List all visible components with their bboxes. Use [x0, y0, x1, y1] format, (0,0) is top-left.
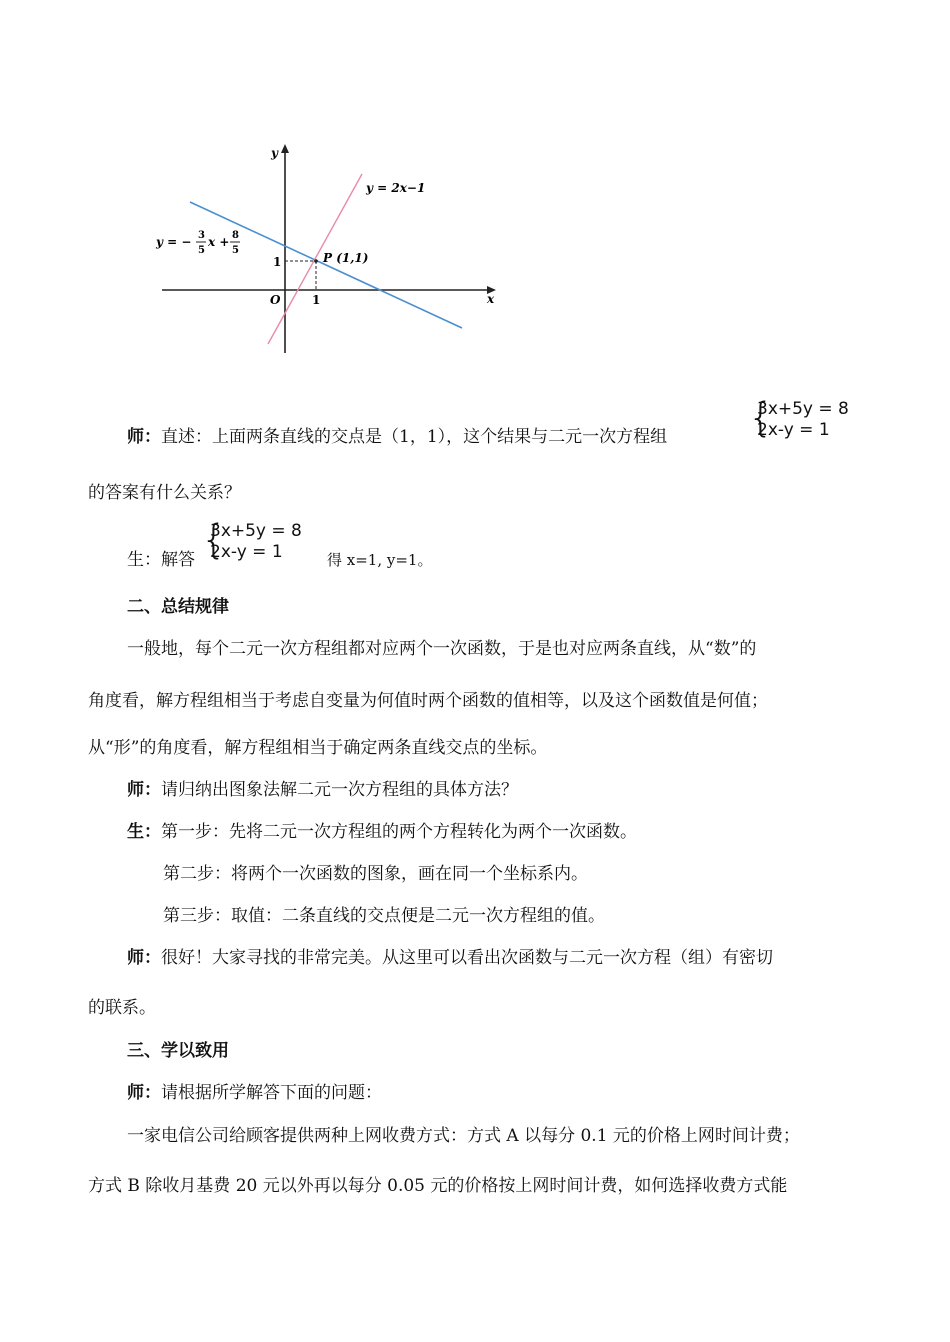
speaker-label: 生：: [127, 822, 161, 842]
paragraph-teacher-1: [127, 427, 667, 447]
paragraph-teacher-3: [127, 948, 773, 968]
problem-line-2: 方式 B 除收月基费 20 元以外再以每分 0.05 元的价格按上网时间计费，如何选择收费方式能: [88, 1176, 788, 1196]
paragraph-teacher-4: [127, 1083, 382, 1103]
section-heading-3: 三、学以致用: [127, 1041, 229, 1061]
equation-2: 2x-y = 1: [757, 420, 830, 440]
equation-2: 2x-y = 1: [210, 542, 283, 562]
y-axis-label: y: [271, 146, 278, 160]
frac2-denominator: 5: [232, 245, 239, 256]
frac2-numerator: 8: [232, 230, 239, 241]
paragraph-text: 请归纳出图象法解二元一次方程组的具体方法？: [161, 780, 518, 800]
step-3: 第三步：取值：二条直线的交点便是二元一次方程组的值。: [163, 906, 605, 926]
point-label: P (1,1): [323, 251, 369, 265]
paragraph-summary-line-1: 一般地，每个二元一次方程组都对应两个一次函数，于是也对应两条直线，从“数”的: [127, 639, 757, 659]
brace-icon: {: [748, 395, 774, 441]
speaker-label: 生：: [127, 550, 161, 570]
answer-prefix: 解答: [161, 550, 195, 570]
blue-line: [190, 202, 462, 328]
paragraph-text: 直述：上面两条直线的交点是（1，1），这个结果与二元一次方程组: [161, 427, 668, 447]
speaker-label: 师：: [127, 780, 161, 800]
tick-x-label: 1: [312, 293, 321, 307]
y-axis-arrow-icon: [281, 144, 289, 153]
frac1-numerator: 3: [198, 230, 205, 241]
blue-label-prefix: y = −: [156, 235, 192, 249]
frac1-denominator: 5: [198, 245, 205, 256]
paragraph-student-2: [127, 822, 637, 842]
line-intersection-graph: [150, 140, 510, 360]
pink-line-label: y = 2x−1: [366, 181, 426, 195]
paragraph-teacher-3-cont: 的联系。: [88, 998, 156, 1018]
equation-1: 3x+5y = 8: [210, 521, 302, 541]
origin-label: O: [270, 293, 281, 307]
section-heading-2: 二、总结规律: [127, 597, 229, 617]
problem-line-1: 一家电信公司给顾客提供两种上网收费方式：方式 A 以每分 0.1 元的价格上网时间计费；: [127, 1126, 800, 1146]
paragraph-text: 请根据所学解答下面的问题：: [161, 1083, 382, 1103]
paragraph-student-1: [127, 550, 195, 570]
answer-result: 得 x=1, y=1。: [327, 551, 433, 569]
brace-icon: {: [201, 517, 227, 563]
x-axis-label: x: [487, 292, 495, 306]
step-2: 第二步：将两个一次函数的图象，画在同一个坐标系内。: [163, 864, 588, 884]
blue-line-label: [155, 230, 240, 256]
paragraph-text: 很好！大家寻找的非常完美。从这里可以看出次函数与二元一次方程（组）有密切: [161, 948, 773, 968]
paragraph-teacher-2: [127, 780, 518, 800]
intersection-point: [314, 259, 318, 263]
speaker-label: 师：: [127, 1083, 161, 1103]
paragraph-summary-line-3: 从“形”的角度看，解方程组相当于确定两条直线交点的坐标。: [88, 738, 548, 758]
blue-label-mid: x +: [208, 235, 230, 249]
speaker-label: 师：: [127, 948, 161, 968]
step-1: 第一步：先将二元一次方程组的两个方程转化为两个一次函数。: [161, 822, 637, 842]
speaker-label: 师：: [127, 427, 161, 447]
equation-1: 3x+5y = 8: [757, 399, 849, 419]
paragraph-teacher-1-cont: 的答案有什么关系？: [88, 483, 241, 503]
paragraph-summary-line-2: 角度看，解方程组相当于考虑自变量为何值时两个函数的值相等，以及这个函数值是何值；: [88, 691, 768, 711]
tick-y-label: 1: [273, 255, 282, 269]
